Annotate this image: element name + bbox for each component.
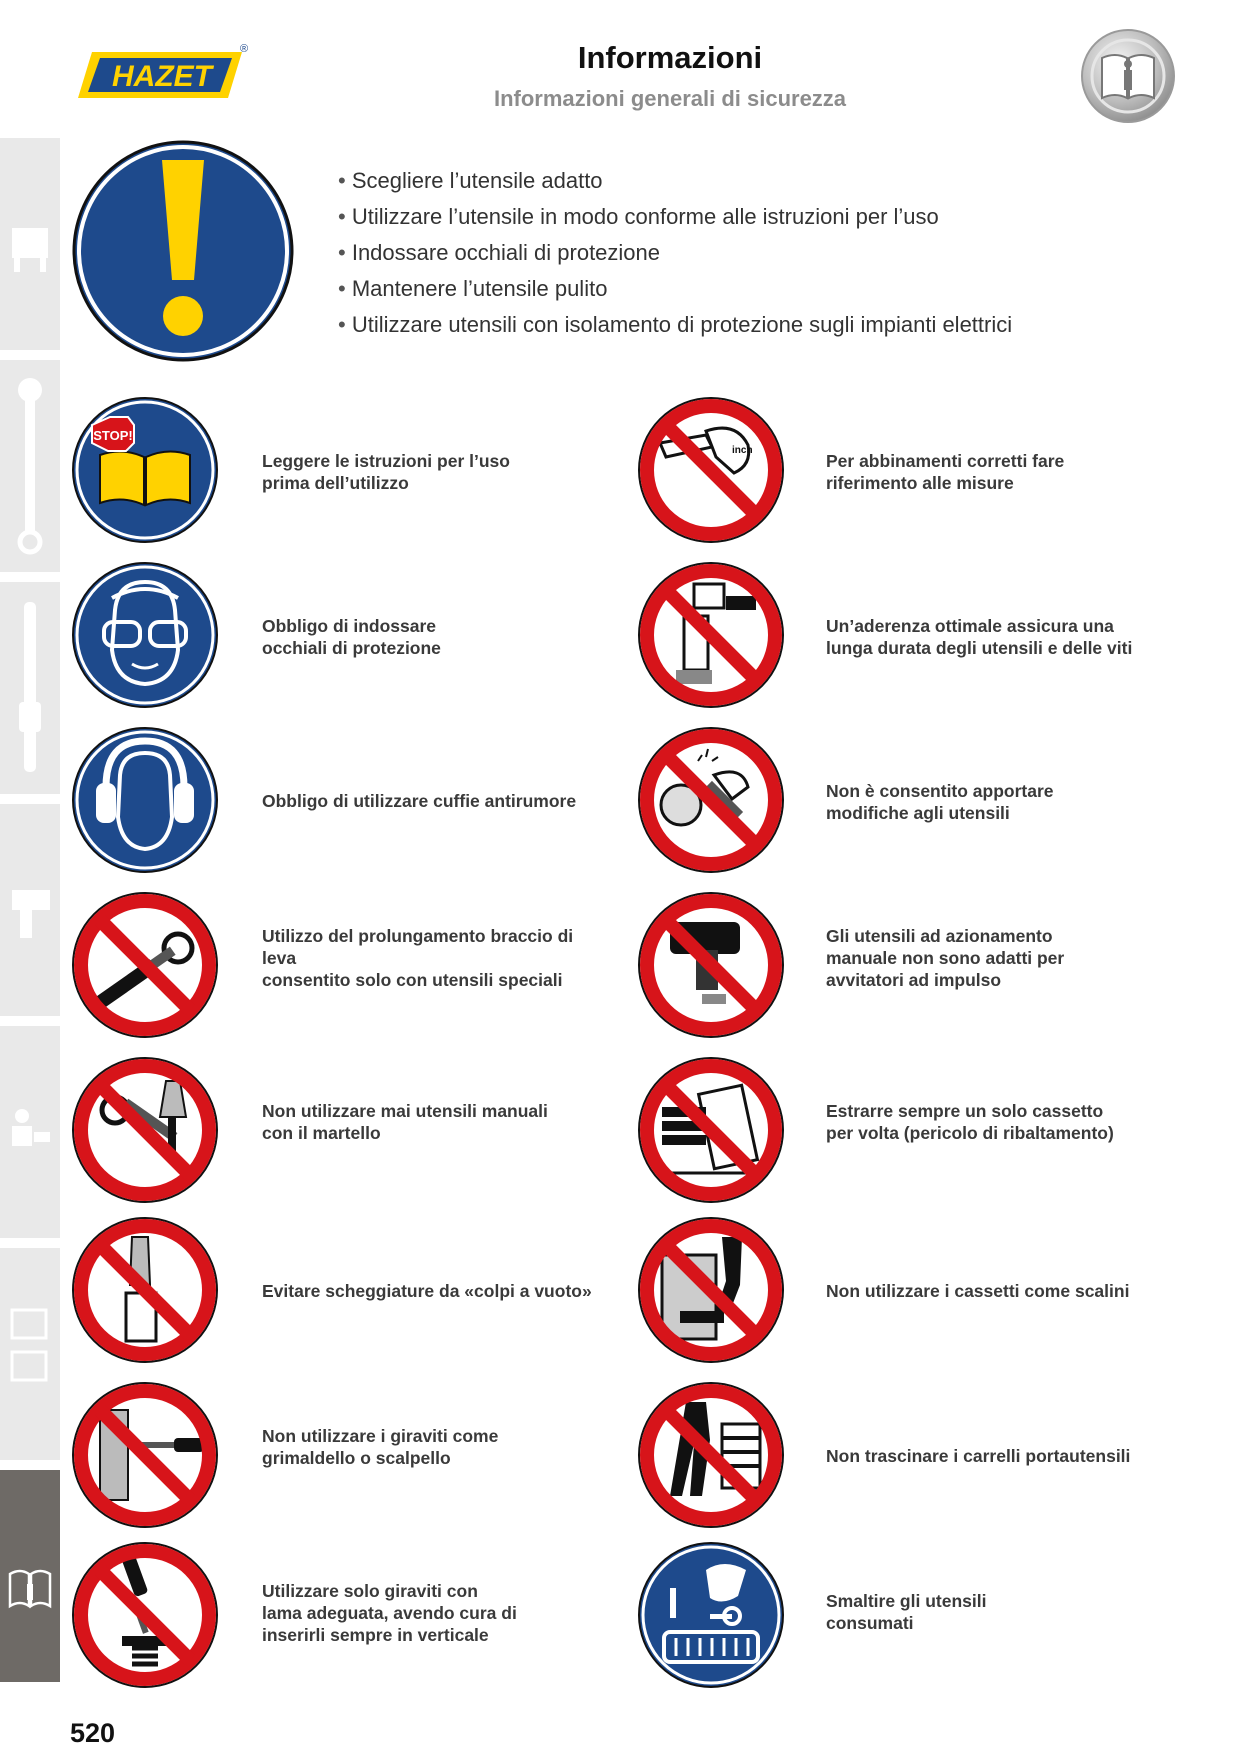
sign-caption: Non è consentito apportare modifiche agli utensili (826, 781, 1054, 823)
exclamation-mandatory-icon (70, 138, 296, 364)
read-manual-stop-icon (70, 395, 220, 545)
no-slanted-screwdriver-icon (70, 1540, 220, 1690)
workshop-equipment-icon (0, 1248, 60, 1460)
sidebar-tab-torque[interactable] (0, 582, 60, 794)
mechanic-icon (0, 1026, 60, 1238)
sign-caption: Smaltire gli utensili consumati (826, 1591, 987, 1633)
sidebar-tab-service[interactable] (0, 1026, 60, 1238)
ear-protection-icon (70, 725, 220, 875)
sign-caption: Non utilizzare i cassetti come scalini (826, 1281, 1130, 1301)
sign-caption: Evitare scheggiature da «colpi a vuoto» (262, 1281, 592, 1301)
sign-caption: Non utilizzare i giraviti come grimaldello o scalpello (262, 1426, 499, 1468)
registered-mark: ® (240, 43, 249, 55)
sign-caption: Utilizzare solo giraviti con lama adeguata, avendo cura di inserirli sempre in verticale (262, 1581, 517, 1645)
sidebar-tab-workshop[interactable] (0, 1248, 60, 1460)
sidebar-tab-tool-cabinet[interactable] (0, 138, 60, 350)
inch-mark-text: inch (732, 445, 753, 456)
sign-caption: Utilizzo del prolungamento braccio di leva consentito solo con utensili speciali (262, 926, 574, 990)
page-number: 520 (70, 1718, 116, 1748)
bullet-item: • Mantenere l’utensile pulito (338, 271, 1012, 307)
bullet-item: • Indossare occhiali di protezione (338, 235, 1012, 271)
safety-bullet-list (338, 163, 1012, 343)
bullet-item: • Utilizzare utensili con isolamento di protezione sugli impianti elettrici (338, 307, 1012, 343)
sign-caption: Per abbinamenti corretti fare riferimento alle misure (826, 451, 1065, 493)
bullet-item: • Scegliere l’utensile adatto (338, 163, 1012, 199)
sign-caption: Non trascinare i carrelli portautensili (826, 1446, 1131, 1466)
info-book-icon (0, 1470, 60, 1682)
no-lever-extension-icon (70, 890, 220, 1040)
tool-cabinet-icon (0, 138, 60, 350)
no-poor-fit-icon (636, 560, 786, 710)
no-mismatched-size-icon (636, 395, 786, 545)
sign-caption: Gli utensili ad azionamento manuale non sono adatti per avvitatori ad impulso (826, 926, 1065, 990)
sign-caption: Un’aderenza ottimale assicura una lunga durata degli utensili e delle viti (826, 616, 1133, 658)
safety-goggles-icon (70, 560, 220, 710)
combination-wrench-icon (0, 360, 60, 572)
sign-caption: Obbligo di indossare occhiali di protezione (262, 616, 441, 658)
stop-text: STOP! (93, 428, 133, 443)
no-impact-gun-hand-tool-icon (636, 890, 786, 1040)
hazet-logo (70, 40, 250, 110)
sign-caption: Leggere le istruzioni per l’uso prima dell’utilizzo (262, 451, 510, 493)
info-book-icon (1080, 28, 1176, 124)
brand-name: HAZET (112, 60, 212, 93)
sign-caption: Obbligo di utilizzare cuffie antirumore (262, 791, 577, 811)
sidebar-tab-pneumatic[interactable] (0, 804, 60, 1016)
no-hammer-on-wrench-icon (70, 1055, 220, 1205)
no-drawer-step-icon (636, 1215, 786, 1365)
sign-caption: Non utilizzare mai utensili manuali con il martello (262, 1101, 548, 1143)
no-chipping-icon (70, 1215, 220, 1365)
sidebar-tab-info[interactable] (0, 1470, 60, 1682)
page-subtitle: Informazioni generali di sicurezza (493, 86, 847, 111)
no-screwdriver-chisel-icon (70, 1380, 220, 1530)
dispose-tools-icon (636, 1540, 786, 1690)
no-grinding-modification-icon (636, 725, 786, 875)
no-dragging-cart-icon (636, 1380, 786, 1530)
no-multiple-drawers-icon (636, 1055, 786, 1205)
bullet-item: • Utilizzare l’utensile in modo conforme alle istruzioni per l’uso (338, 199, 1012, 235)
page-title: Informazioni (577, 40, 763, 75)
impact-gun-icon (0, 804, 60, 1016)
torque-wrench-icon (0, 582, 60, 794)
sign-caption: Estrarre sempre un solo cassetto per volta (pericolo di ribaltamento) (826, 1101, 1114, 1143)
sidebar-tab-wrenches[interactable] (0, 360, 60, 572)
